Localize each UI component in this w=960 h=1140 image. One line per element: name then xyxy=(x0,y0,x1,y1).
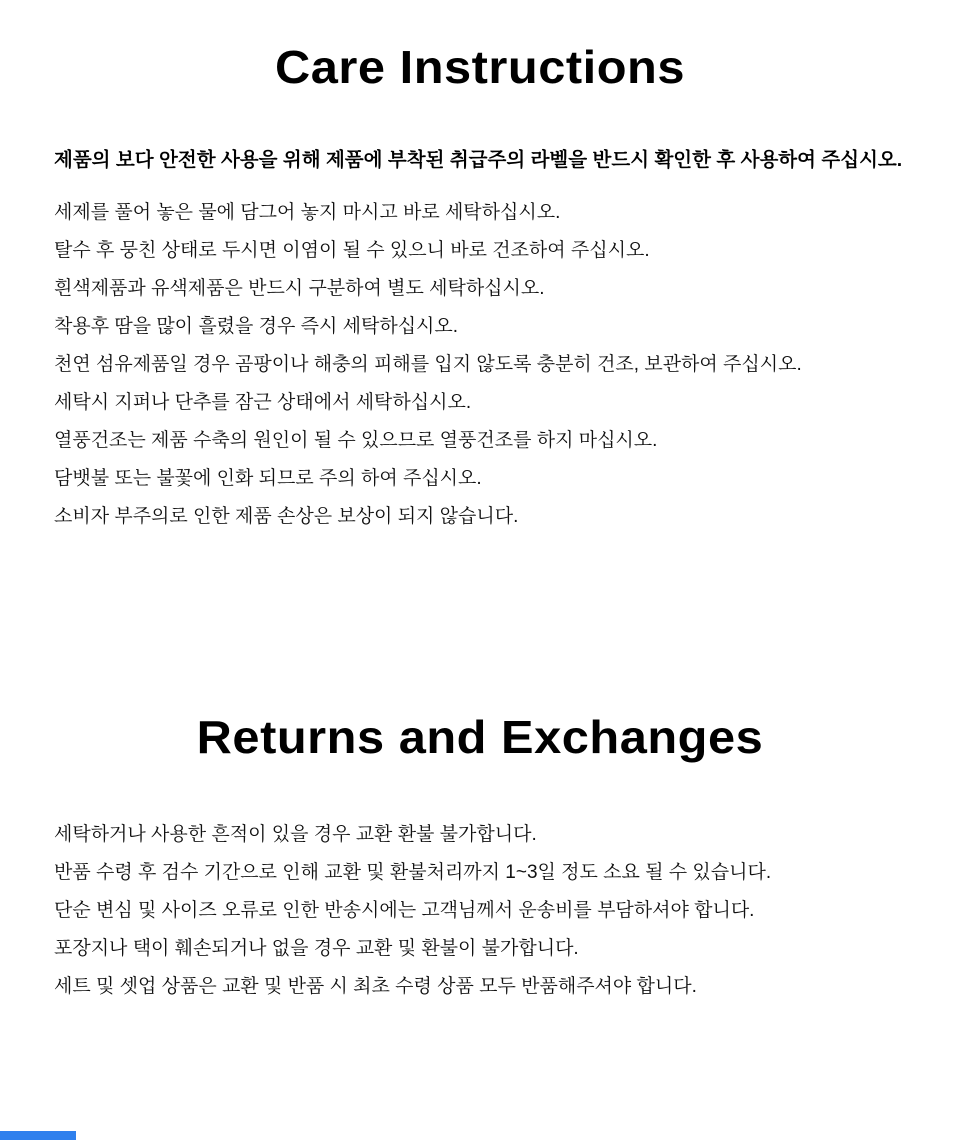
care-instructions-title: Care Instructions xyxy=(274,41,686,93)
care-section xyxy=(0,41,960,536)
care-item: 세제를 풀어 놓은 물에 담그어 놓지 마시고 바로 세탁하십시오. xyxy=(54,202,561,223)
care-item: 착용후 땀을 많이 흘렸을 경우 즉시 세탁하십시오. xyxy=(54,316,459,337)
returns-item: 단순 변심 및 사이즈 오류로 인한 반송시에는 고객님께서 운송비를 부담하셔야 합니다. xyxy=(54,900,755,921)
care-item: 담뱃불 또는 불꽃에 인화 되므로 주의 하여 주십시오. xyxy=(54,468,482,489)
care-item: 세탁시 지퍼나 단추를 잠근 상태에서 세탁하십시오. xyxy=(54,392,472,413)
bottom-accent-bar xyxy=(0,1131,76,1140)
returns-item: 세트 및 셋업 상품은 교환 및 반품 시 최초 수령 상품 모두 반품해주셔야 합니다. xyxy=(54,976,697,997)
care-list xyxy=(54,194,906,536)
care-item: 소비자 부주의로 인한 제품 손상은 보상이 되지 않습니다. xyxy=(54,506,519,527)
care-item: 열풍건조는 제품 수축의 원인이 될 수 있으므로 열풍건조를 하지 마십시오. xyxy=(54,430,658,451)
returns-exchanges-title: Returns and Exchanges xyxy=(196,711,764,763)
care-intro-text: 제품의 보다 안전한 사용을 위해 제품에 부착된 취급주의 라벨을 반드시 확인한 후 사용하여 주십시오. xyxy=(54,149,903,171)
care-item: 천연 섬유제품일 경우 곰팡이나 해충의 피해를 입지 않도록 충분히 건조, 보관하여 주십시오. xyxy=(54,354,802,375)
returns-item: 세탁하거나 사용한 흔적이 있을 경우 교환 환불 불가합니다. xyxy=(54,824,537,845)
returns-list xyxy=(54,816,906,1006)
returns-item: 포장지나 택이 훼손되거나 없을 경우 교환 및 환불이 불가합니다. xyxy=(54,938,579,959)
returns-item: 반품 수령 후 검수 기간으로 인해 교환 및 환불처리까지 1~3일 정도 소요 될 수 있습니다. xyxy=(54,862,772,883)
returns-section xyxy=(0,711,960,1006)
care-item: 탈수 후 뭉친 상태로 두시면 이염이 될 수 있으니 바로 건조하여 주십시오. xyxy=(54,240,650,261)
care-item: 흰색제품과 유색제품은 반드시 구분하여 별도 세탁하십시오. xyxy=(54,278,545,299)
